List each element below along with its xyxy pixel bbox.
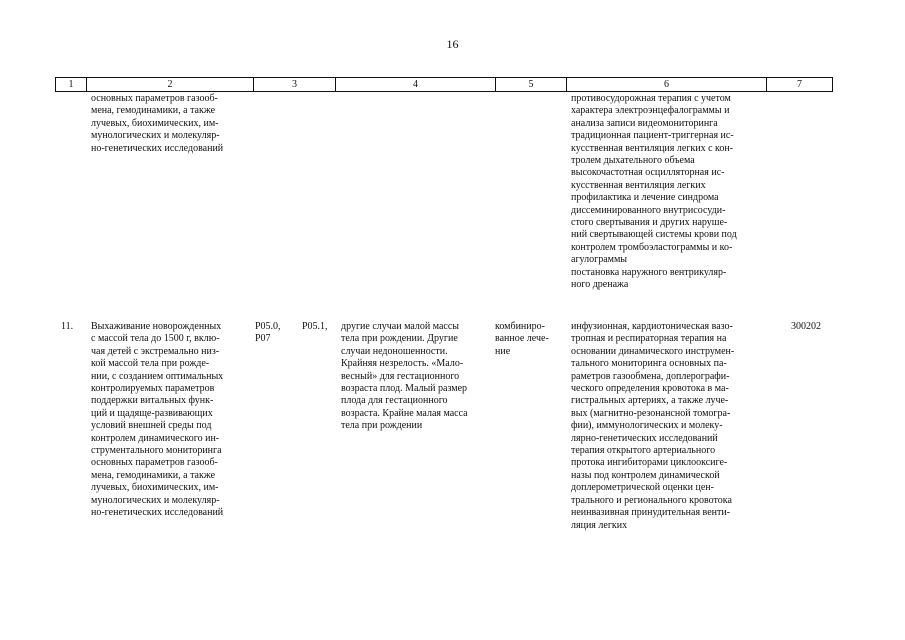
- cont-methods-text: основных параметров газооб- мена, гемодинамики, а также лучевых, биохимических, им- мунологических и молекуляр- но-генетических исследований: [91, 93, 224, 154]
- cont-treatment-text: противосудорожная терапия с учетом характера электроэнцефалограммы и анализа записи видеомониторинга традиционная пациент-триггерная ис- кусственная вентиляция легких с кон- тролем дыхательного объема высокочастотная осцилляторная ис- кусственная вентиляция легких профилактика и лечение синдрома диссеминированного внутрисосуди- стого свертывания и других наруше- ний свертывающей системы крови под контролем тромбоэластограммы и ко- агулограммы постановка наружного вентрикуляр- ного дренажа: [571, 93, 737, 291]
- header-col-4: 4: [335, 78, 495, 91]
- page-number: 16: [446, 37, 459, 51]
- header-col-2: 2: [86, 78, 253, 91]
- row-11-diagnosis: другие случаи малой массы тела при рождении. Другие случаи недоношенности. Крайняя незрелость. «Мало- весный» для гестационного возраста плод. Малый размер плода для гестационного возраста. Крайне малая масса тела при рождении: [341, 321, 468, 432]
- row-11-cost: 300202: [791, 321, 821, 332]
- header-col-6: 6: [566, 78, 766, 91]
- row-11-icd-code-extra: P05.1,: [302, 321, 328, 332]
- header-col-3: 3: [253, 78, 335, 91]
- header-col-7: 7: [766, 78, 833, 91]
- row-11-icd-codes: P05.0, P07: [255, 321, 281, 345]
- row-11-method: Выхаживание новорожденных с массой тела до 1500 г, вклю- чая детей с экстремально низ- кой массой тела при рожде- нии, с созданием оптимальных контролируемых параметров поддержки витальных функ- ций и щадяще-развивающих условий внешней среды под контролем динамического ин- струментального мониторинга основных параметров газооб- мена, гемодинамики, а также лучевых, биохимических, им- мунологических и молекуляр- но-генетических исследований: [91, 321, 224, 519]
- row-11-number: 11.: [61, 321, 74, 332]
- table-header-row: [55, 77, 833, 92]
- row-11-treatment-type: комбиниро- ванное лече- ние: [495, 321, 549, 357]
- row-11-treatment-methods: инфузионная, кардиотоническая вазо- тропная и респираторная терапия на основании динамического инструмен- тального мониторинга основных па- раметров газообмена, доплерографи- ческого определения кровотока в ма- гистральных артериях, а также луче- вых (магнитно-резонансной томогра- фии), иммунологических и молеку- лярно-генетических исследований терапия открытого артериального протока ингибиторами циклооксиге- назы под контролем динамической доплерометрической оценки цен- трального и регионального кровотока неинвазивная принудительная венти- ляция легких: [571, 321, 735, 531]
- header-col-1: 1: [55, 78, 86, 91]
- services-table: [55, 77, 833, 531]
- header-col-5: 5: [495, 78, 566, 91]
